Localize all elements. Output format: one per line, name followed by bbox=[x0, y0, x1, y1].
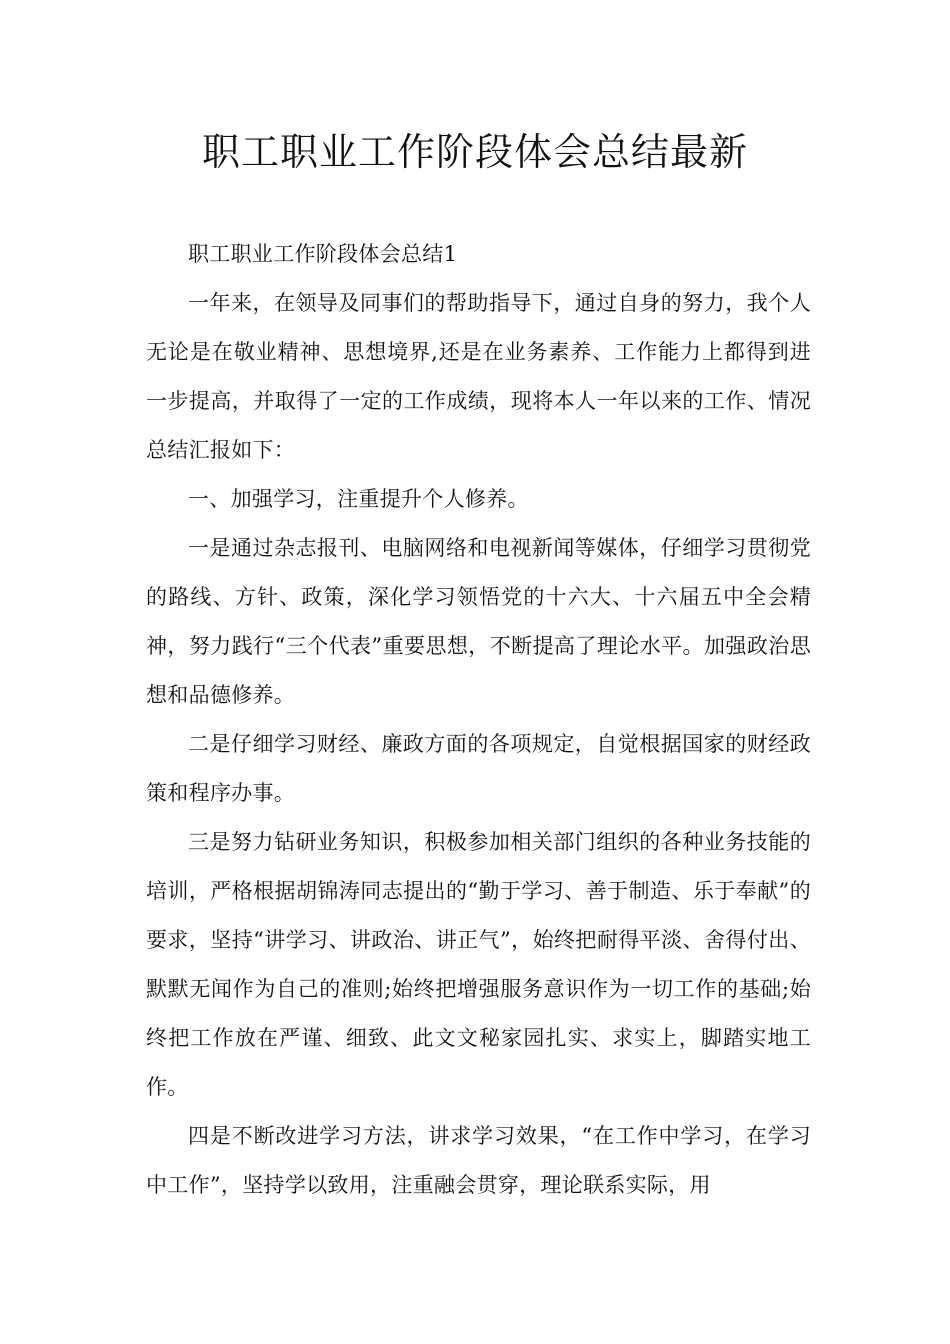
document-body bbox=[146, 230, 811, 1210]
paragraph-point-2: 二是仔细学习财经、廉政方面的各项规定，自觉根据国家的财经政策和程序办事。 bbox=[146, 732, 811, 805]
paragraph-point-1: 一是通过杂志报刊、电脑网络和电视新闻等媒体，仔细学习贯彻党的路线、方针、政策，深化学习领悟党的十六大、十六届五中全会精神，努力践行“三个代表”重要思想，不断提高了理论水平。加强政治思想和品德修养。 bbox=[146, 536, 811, 707]
paragraph-intro: 一年来，在领导及同事们的帮助指导下，通过自身的努力，我个人无论是在敬业精神、思想境界,还是在业务素养、工作能力上都得到进一步提高，并取得了一定的工作成绩，现将本人一年以来的工作、情况总结汇报如下： bbox=[146, 291, 811, 462]
section-heading: 职工职业工作阶段体会总结1 bbox=[188, 242, 458, 266]
paragraph-point-4: 四是不断改进学习方法，讲求学习效果，“在工作中学习，在学习中工作”，坚持学以致用，注重融会贯穿，理论联系实际，用 bbox=[146, 1124, 811, 1197]
document-title: 职工职业工作阶段体会总结最新 bbox=[201, 130, 748, 174]
paragraph-point-3: 三是努力钻研业务知识，积极参加相关部门组织的各种业务技能的培训，严格根据胡锦涛同志提出的“勤于学习、善于制造、乐于奉献”的要求，坚持“讲学习、讲政治、讲正气”，始终把耐得平淡、舍得付出、默默无闻作为自己的准则;始终把增强服务意识作为一切工作的基础;始终把工作放在严谨、细致、此文文秘家园扎实、求实上，脚踏实地工作。 bbox=[146, 830, 811, 1099]
paragraph-heading-1: 一、加强学习，注重提升个人修养。 bbox=[188, 487, 529, 511]
